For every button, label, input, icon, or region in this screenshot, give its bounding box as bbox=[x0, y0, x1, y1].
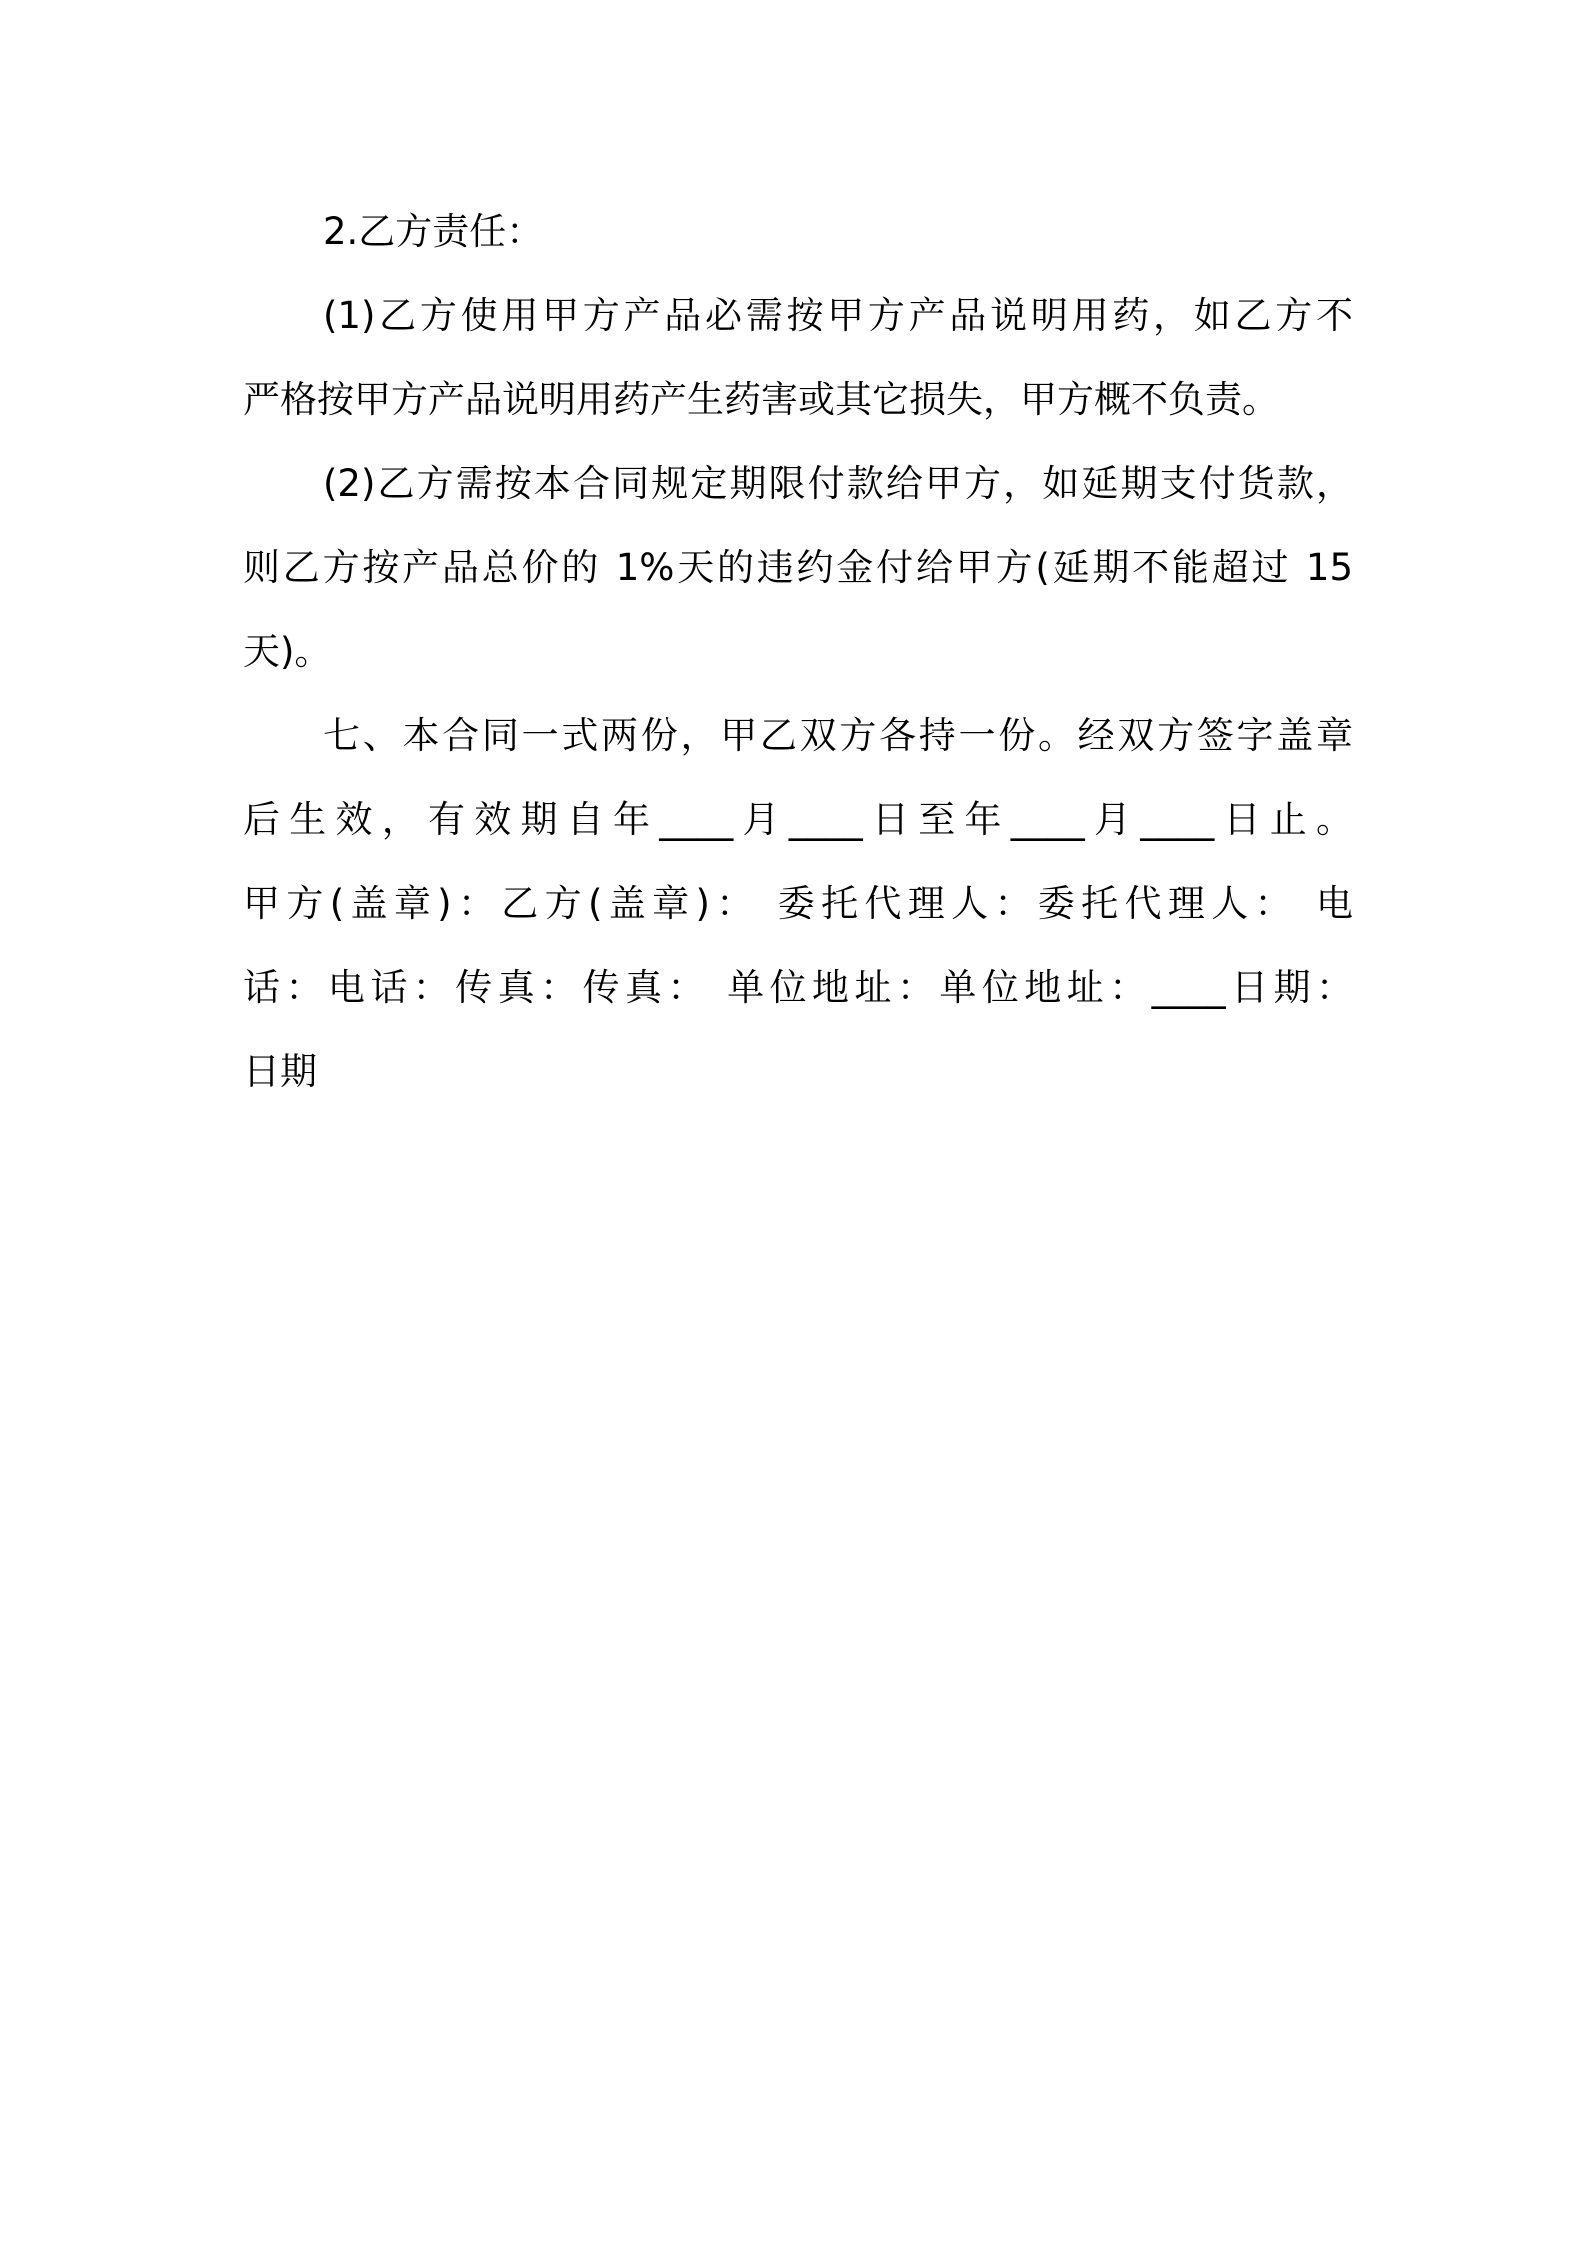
clause-2-line-2: 则乙方按产品总价的 1%天的违约金付给甲方(延期不能超过 15 bbox=[243, 546, 1353, 589]
signature-line-3: 日期 bbox=[243, 1050, 317, 1093]
section-heading: 2.乙方责任： bbox=[323, 210, 544, 253]
article-7-line-1: 七、本合同一式两份，甲乙双方各持一份。经双方签字盖章 bbox=[323, 714, 1353, 757]
signature-line-1: 甲方(盖章)：乙方(盖章)： 委托代理人：委托代理人： 电 bbox=[243, 882, 1353, 925]
clause-2-line-1: (2)乙方需按本合同规定期限付款给甲方，如延期支付货款， bbox=[323, 462, 1353, 505]
signature-line-2: 话：电话：传真：传真： 单位地址：单位地址：____日期： bbox=[243, 966, 1353, 1009]
article-7-line-2: 后生效，有效期自年____月____日至年____月____日止。 bbox=[243, 798, 1353, 841]
clause-1-line-1: (1)乙方使用甲方产品必需按甲方产品说明用药，如乙方不 bbox=[323, 294, 1353, 337]
clause-2-line-3: 天)。 bbox=[243, 630, 332, 673]
clause-1-line-2: 严格按甲方产品说明用药产生药害或其它损失，甲方概不负责。 bbox=[243, 378, 1279, 421]
document-body bbox=[243, 190, 1353, 1114]
